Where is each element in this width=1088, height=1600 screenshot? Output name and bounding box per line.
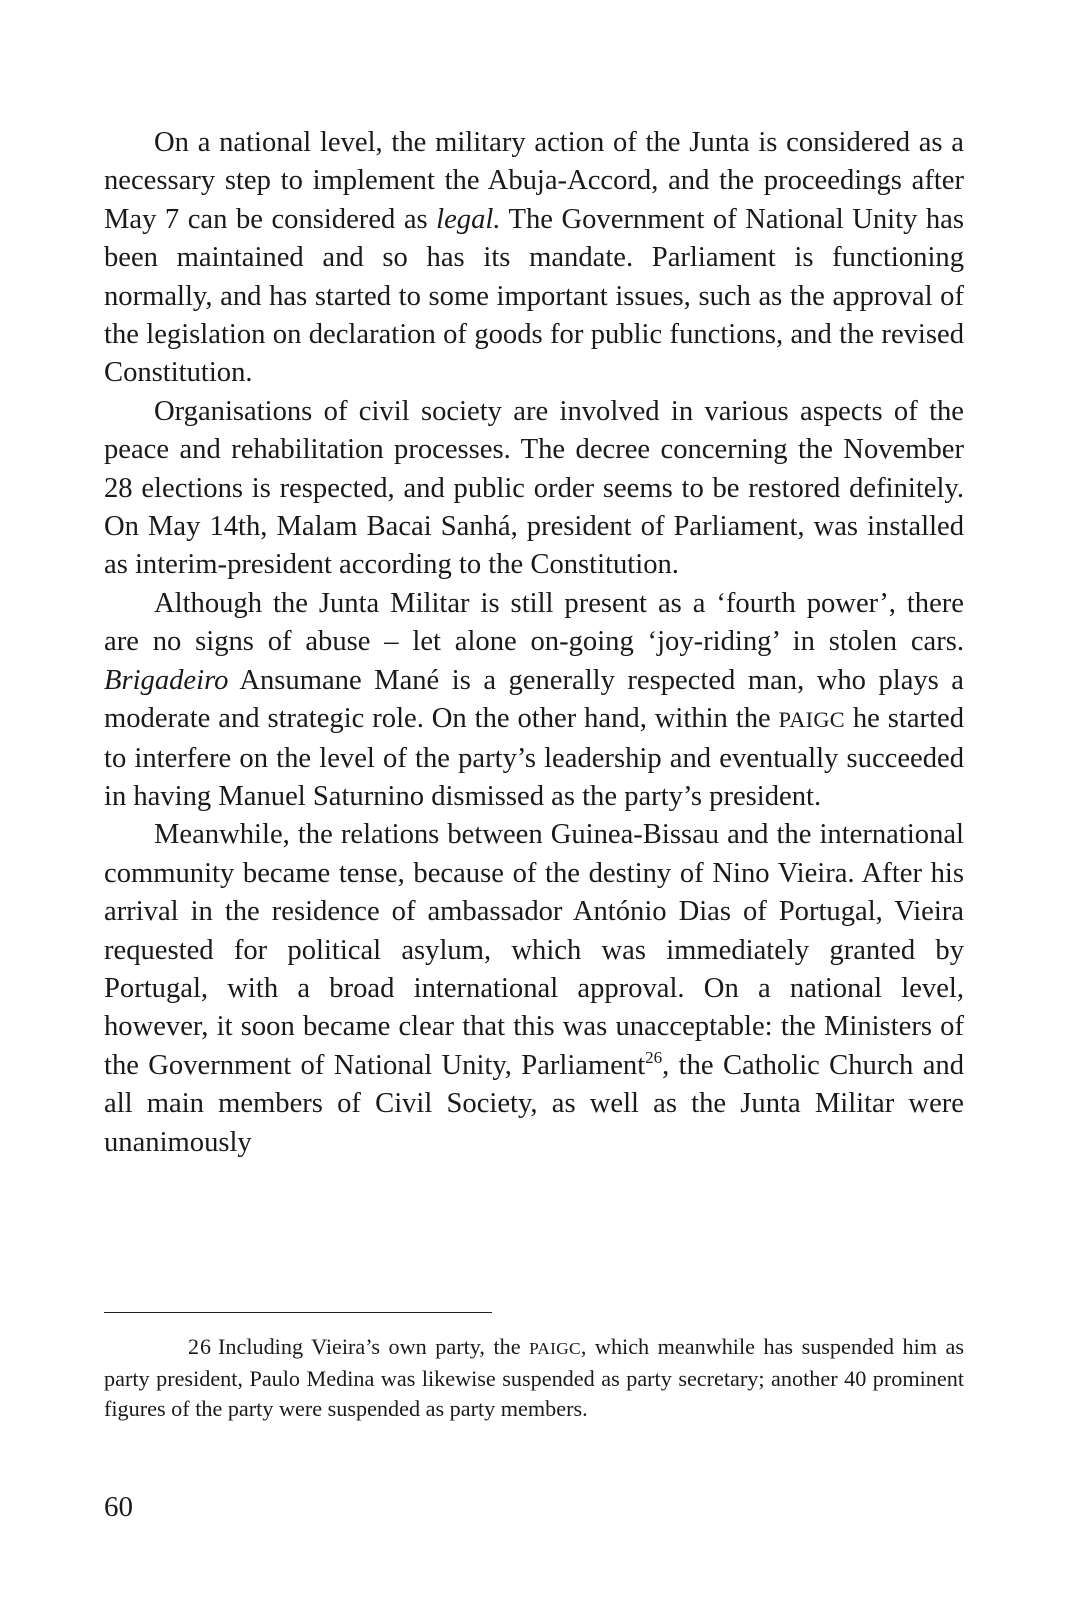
paragraph-4-text-a: Meanwhile, the relations between Guinea-Bissau and the international community became tense, because of the destiny of Nino Vieira. After his arrival in the residence of ambassador António Dias of Portugal, Vieira requested for political asylum, which was immediately granted by Portugal, with a broad international approval. On a national level, however, it soon became clear that this was unacceptable: the Ministers of the Government of National Unity, Parliament: [104, 819, 964, 1081]
footnote-text-b: , which meanwhile has suspended him as party president, Paulo Medina was likewise suspended as party secretary; another 40 prominent figures of the party were suspended as party members.: [104, 1334, 965, 1421]
footnote-reference-26: 26: [645, 1047, 663, 1067]
paragraph-2: [104, 393, 964, 585]
paragraph-1-italic-legal: legal.: [436, 203, 501, 235]
paragraph-1-text-b: The Government of National Unity has been maintained and so has its mandate. Parliament is functioning normally, and has started to some important issues, such as the approval of the legislation on declaration of goods for public functions, and the revised Constitution.: [104, 203, 964, 389]
paragraph-3: [104, 585, 964, 816]
footnote-text-a: Including Vieira’s own party, the: [218, 1334, 530, 1359]
paragraph-3-text-b: Ansumane Mané is a generally respected man, who plays a moderate and strategic role. On the other hand, within the: [104, 664, 964, 735]
paragraph-2-text: Organisations of civil society are involved in various aspects of the peace and rehabilitation processes. The decree concerning the November 28 elections is respected, and public order seems to be restored definitely. On May 14th, Malam Bacai Sanhá, president of Parliament, was installed as interim-president according to the Constitution.: [104, 395, 964, 581]
paragraph-1-text-a: On a national level, the military action of the Junta is considered as a necessary step to implement the Abuja-Accord, and the proceedings after May 7 can be considered as: [104, 127, 964, 235]
footnote-divider: [104, 1312, 492, 1313]
page-number: 60: [104, 1491, 133, 1523]
footnote-acronym-paigc: PAIGC: [529, 1339, 581, 1358]
paragraph-3-italic-brigadeiro: Brigadeiro: [104, 664, 229, 696]
paragraph-3-acronym-paigc: PAIGC: [778, 707, 845, 733]
paragraph-1: [104, 124, 964, 393]
paragraph-3-text-c: he started to interfere on the level of the party’s leadership and eventually succeeded in having Manuel Saturnino dismissed as the party’s president.: [104, 703, 964, 812]
body-text: [104, 124, 964, 1162]
paragraph-4-text-b: , the Catholic Church and all main members of Civil Society, as well as the Junta Militar were unanimously: [104, 1049, 964, 1158]
footnote: [104, 1332, 964, 1424]
paragraph-3-text-a: Although the Junta Militar is still present as a ‘fourth power’, there are no signs of abuse – let alone on-going ‘joy-riding’ in stolen cars.: [104, 587, 964, 658]
footnote-number: 26: [188, 1334, 212, 1359]
paragraph-4: [104, 816, 964, 1162]
